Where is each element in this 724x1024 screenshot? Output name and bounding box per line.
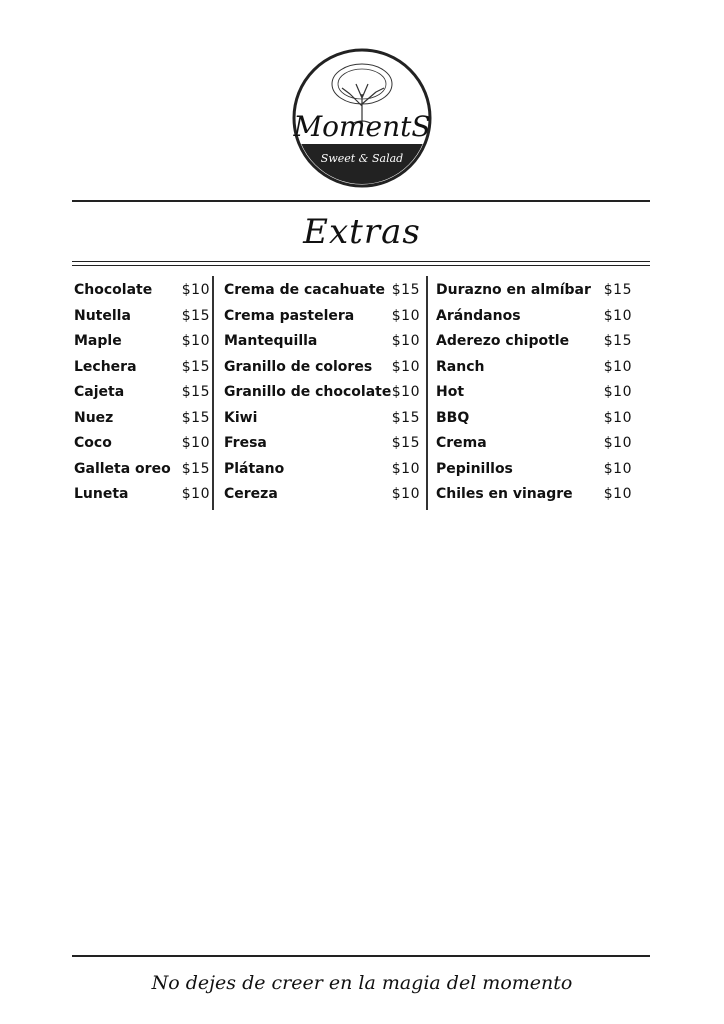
menu-item-name: Granillo de chocolate	[224, 384, 392, 400]
menu-item	[74, 408, 210, 434]
menu-item-name: Mantequilla	[224, 333, 318, 349]
extras-column-2	[224, 280, 420, 510]
menu-item	[436, 280, 632, 306]
menu-item-price: $15	[603, 282, 632, 298]
bottom-divider	[72, 955, 650, 957]
menu-item-name: Crema de cacahuate	[224, 282, 386, 298]
menu-item-price: $10	[181, 435, 210, 451]
menu-item	[74, 331, 210, 357]
menu-item-price: $10	[391, 384, 420, 400]
menu-item	[224, 280, 420, 306]
menu-item-price: $15	[391, 282, 420, 298]
menu-item-price: $10	[391, 460, 420, 477]
menu-item-price: $10	[603, 307, 632, 324]
menu-item-name: Luneta	[74, 486, 129, 502]
menu-item-name: Maple	[74, 333, 122, 349]
menu-item	[436, 306, 632, 332]
menu-item-price: $10	[603, 435, 632, 451]
menu-item-name: Kiwi	[224, 409, 258, 426]
menu-item	[436, 433, 632, 459]
menu-item-name: Aderezo chipotle	[436, 333, 570, 349]
menu-item-price: $10	[181, 333, 210, 349]
menu-item-name: Chocolate	[74, 282, 153, 298]
section-heading: Extras	[303, 212, 421, 252]
extras-column-3	[436, 280, 632, 510]
menu-item	[224, 433, 420, 459]
top-divider	[72, 200, 650, 202]
menu-item-name: Nuez	[74, 409, 114, 426]
menu-item-price: $10	[603, 409, 632, 426]
menu-item-price: $10	[603, 384, 632, 400]
menu-item	[74, 433, 210, 459]
menu-item-price: $15	[391, 435, 420, 451]
menu-item	[436, 484, 632, 510]
menu-item	[224, 306, 420, 332]
menu-item-name: Durazno en almíbar	[436, 282, 591, 298]
menu-item-name: Arándanos	[436, 307, 521, 324]
menu-item	[74, 306, 210, 332]
menu-item-name: Lechera	[74, 358, 137, 375]
footer-slogan: No dejes de creer en la magia del momento	[151, 972, 573, 994]
column-divider	[212, 276, 214, 510]
brand-tagline: Sweet & Salad	[320, 152, 404, 165]
heading-divider-second	[72, 265, 650, 266]
menu-item-name: Pepinillos	[436, 460, 513, 477]
menu-item-name: Crema	[436, 435, 487, 451]
menu-item	[74, 280, 210, 306]
menu-item	[436, 357, 632, 383]
menu-item-name: Cajeta	[74, 384, 125, 400]
menu-item-price: $15	[391, 409, 420, 426]
menu-item	[224, 382, 420, 408]
menu-item-price: $15	[181, 460, 210, 477]
menu-item-name: Plátano	[224, 460, 285, 477]
menu-item	[436, 331, 632, 357]
menu-item-name: BBQ	[436, 409, 470, 426]
menu-item	[74, 459, 210, 485]
menu-item	[224, 459, 420, 485]
menu-item-price: $10	[603, 460, 632, 477]
menu-item-price: $10	[391, 486, 420, 502]
menu-item	[74, 382, 210, 408]
menu-item-price: $10	[603, 486, 632, 502]
menu-item-price: $15	[181, 409, 210, 426]
menu-item-name: Hot	[436, 384, 465, 400]
menu-item	[436, 459, 632, 485]
menu-item	[224, 331, 420, 357]
menu-item-name: Crema pastelera	[224, 307, 355, 324]
menu-item	[74, 484, 210, 510]
menu-item-name: Granillo de colores	[224, 358, 373, 375]
menu-item-price: $15	[181, 358, 210, 375]
menu-item-name: Galleta oreo	[74, 460, 171, 477]
brand-logo	[290, 46, 434, 190]
menu-item-price: $15	[603, 333, 632, 349]
menu-item-name: Coco	[74, 435, 112, 451]
menu-item-name: Nutella	[74, 307, 131, 324]
menu-item-name: Cereza	[224, 486, 278, 502]
brand-name: MomentS	[293, 110, 431, 143]
menu-item-price: $10	[181, 282, 210, 298]
extras-column-1	[74, 280, 210, 510]
column-divider	[426, 276, 428, 510]
menu-item-price: $10	[603, 358, 632, 375]
menu-item-name: Fresa	[224, 435, 267, 451]
menu-item-price: $10	[181, 486, 210, 502]
heading-divider	[72, 261, 650, 262]
menu-item-price: $15	[181, 307, 210, 324]
menu-item	[74, 357, 210, 383]
menu-item-price: $10	[391, 333, 420, 349]
menu-item	[436, 382, 632, 408]
menu-item-name: Chiles en vinagre	[436, 486, 573, 502]
menu-item-name: Ranch	[436, 358, 485, 375]
menu-item	[436, 408, 632, 434]
menu-item	[224, 357, 420, 383]
menu-item	[224, 484, 420, 510]
menu-item	[224, 408, 420, 434]
menu-item-price: $10	[391, 307, 420, 324]
menu-item-price: $10	[391, 358, 420, 375]
menu-item-price: $15	[181, 384, 210, 400]
